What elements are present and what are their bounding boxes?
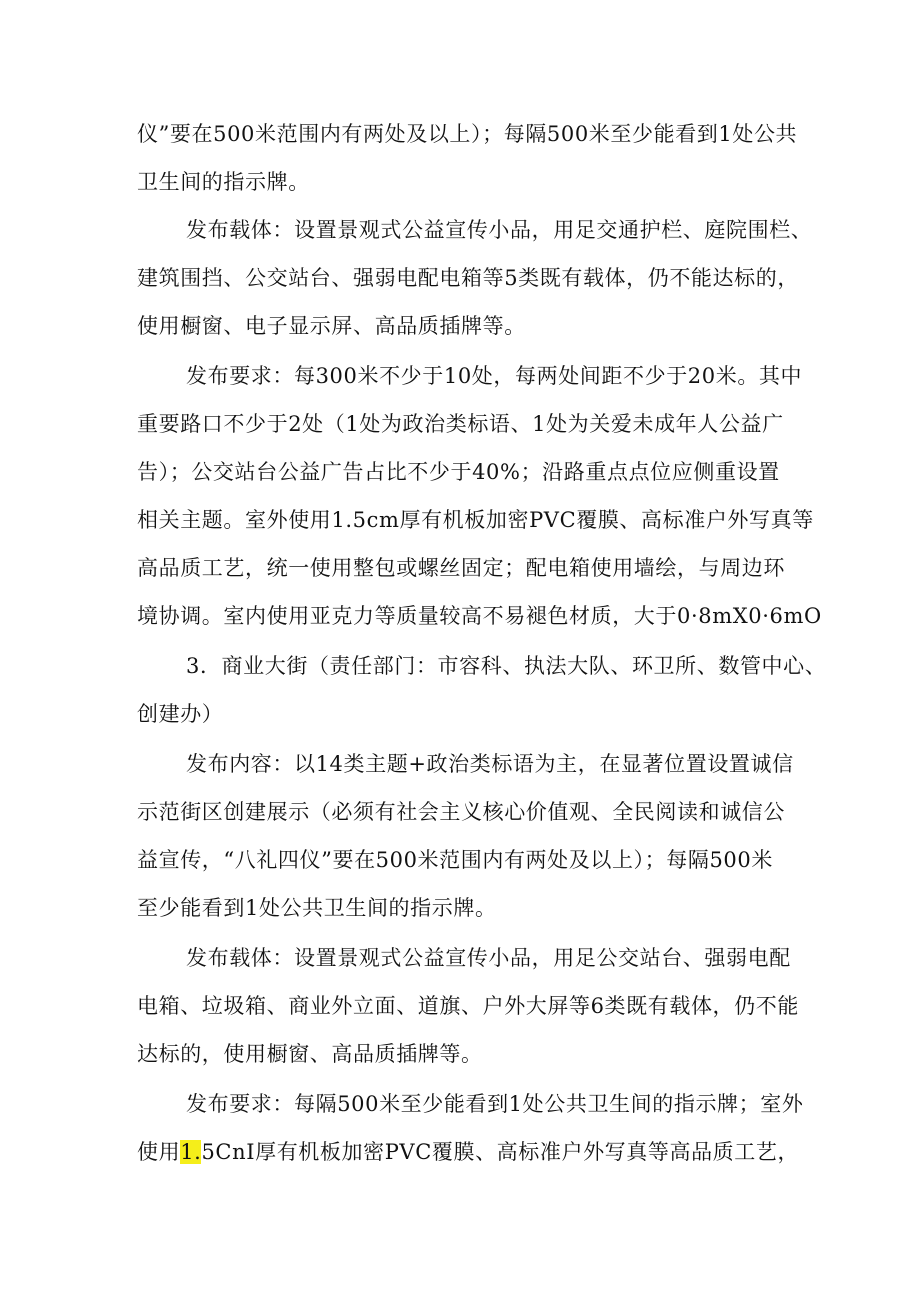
section-heading-3: 3．商业大街（责任部门：市容科、执法大队、环卫所、数管中心、 [186,654,827,678]
text-line-9: 相关主题。室外使用1.5cm厚有机板加密PVC覆膜、高标准户外写真等 [137,508,814,532]
text-line-11: 境协调。室内使用亚克力等质量较高不易褪色材质，大于0·8mX0·6mO [137,604,822,628]
text-line-20: 达标的，使用橱窗、高品质插牌等。 [137,1042,483,1066]
text-line-10: 高品质工艺，统一使用整包或螺丝固定；配电箱使用墙绘，与周边环 [137,556,785,580]
text-line-8: 告）；公交站台公益广告占比不少于40%；沿路重点点位应侧重设置 [137,460,780,484]
text-line-16: 益宣传，“八礼四仪”要在500米范围内有两处及以上）；每隔500米 [137,848,773,872]
text-line-13: 创建办） [137,702,224,726]
text-line-3: 发布载体：设置景观式公益宣传小品，用足交通护栏、庭院围栏、 [186,218,813,242]
text-line-19: 电箱、垃圾箱、商业外立面、道旗、户外大屏等6类既有载体，仍不能 [137,994,799,1018]
text-line-18: 发布载体：设置景观式公益宣传小品，用足公交站台、强弱电配 [186,946,791,970]
text-line-2: 卫生间的指示牌。 [137,170,310,194]
text-line-17: 至少能看到1处公共卫生间的指示牌。 [137,896,497,920]
text-line-15: 示范街区创建展示（必须有社会主义核心价值观、全民阅读和诚信公 [137,800,785,824]
text-line-22-prefix: 使用 [137,1140,181,1164]
text-line-22 [137,1138,799,1166]
text-line-4: 建筑围挡、公交站台、强弱电配电箱等5类既有载体，仍不能达标的， [137,266,799,290]
text-line-22-rest: 5CnI厚有机板加密PVC覆膜、高标准户外写真等高品质工艺， [201,1140,800,1164]
text-line-6: 发布要求：每300米不少于10处，每两处间距不少于20米。其中 [186,364,803,388]
text-line-1: 仪”要在500米范围内有两处及以上）；每隔500米至少能看到1处公共 [137,122,798,146]
text-line-5: 使用橱窗、电子显示屏、高品质插牌等。 [137,314,526,338]
text-line-14: 发布内容：以14类主题+政治类标语为主，在显著位置设置诚信 [186,752,794,776]
highlighted-text: 1. [180,1140,202,1164]
text-line-7: 重要路口不少于2处（1处为政治类标语、1处为关爱未成年人公益广 [137,412,784,436]
text-line-21: 发布要求：每隔500米至少能看到1处公共卫生间的指示牌；室外 [186,1092,804,1116]
